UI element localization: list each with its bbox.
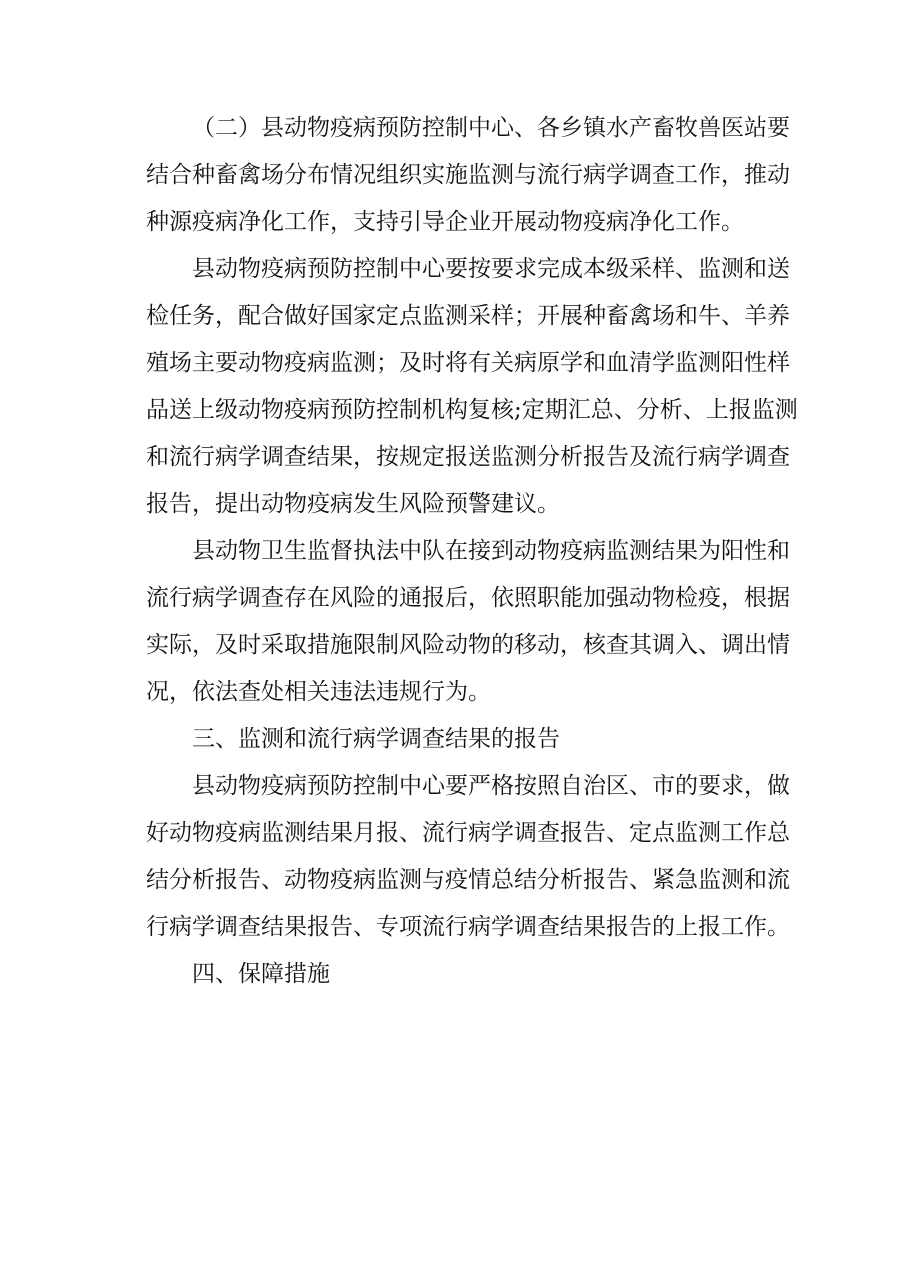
paragraph-line: 好动物疫病监测结果月报、流行病学调查报告、定点监测工作总 — [146, 820, 790, 846]
section-heading-three: 三、监测和流行病学调查结果的报告 — [192, 726, 560, 752]
paragraph-line: 和流行病学调查结果，按规定报送监测分析报告及流行病学调查 — [146, 444, 790, 470]
paragraph-line: 报告，提出动物疫病发生风险预警建议。 — [146, 491, 560, 517]
paragraph-line: 检任务，配合做好国家定点监测采样；开展种畜禽场和牛、羊养 — [146, 303, 790, 329]
paragraph-line: 县动物疫病预防控制中心要严格按照自治区、市的要求，做 — [192, 773, 790, 799]
paragraph-line: 种源疫病净化工作，支持引导企业开展动物疫病净化工作。 — [146, 209, 744, 235]
section-heading-four: 四、保障措施 — [192, 961, 330, 987]
paragraph-line: 况，依法查处相关违法违规行为。 — [146, 679, 491, 705]
paragraph-line: 县动物卫生监督执法中队在接到动物疫病监测结果为阳性和 — [192, 538, 790, 564]
paragraph-line: 结分析报告、动物疫病监测与疫情总结分析报告、紧急监测和流 — [146, 867, 790, 893]
paragraph-line: 实际，及时采取措施限制风险动物的移动，核查其调入、调出情 — [146, 632, 790, 658]
paragraph-line: 品送上级动物疫病预防控制机构复核;定期汇总、分析、上报监测 — [146, 397, 798, 423]
paragraph-line: 流行病学调查存在风险的通报后，依照职能加强动物检疫，根据 — [146, 585, 790, 611]
paragraph-line: 殖场主要动物疫病监测；及时将有关病原学和血清学监测阳性样 — [146, 350, 790, 376]
paragraph-line: （二）县动物疫病预防控制中心、各乡镇水产畜牧兽医站要 — [192, 115, 790, 141]
paragraph-line: 结合种畜禽场分布情况组织实施监测与流行病学调查工作，推动 — [146, 162, 790, 188]
paragraph-line: 县动物疫病预防控制中心要按要求完成本级采样、监测和送 — [192, 256, 790, 282]
paragraph-line: 行病学调查结果报告、专项流行病学调查结果报告的上报工作。 — [146, 914, 790, 940]
